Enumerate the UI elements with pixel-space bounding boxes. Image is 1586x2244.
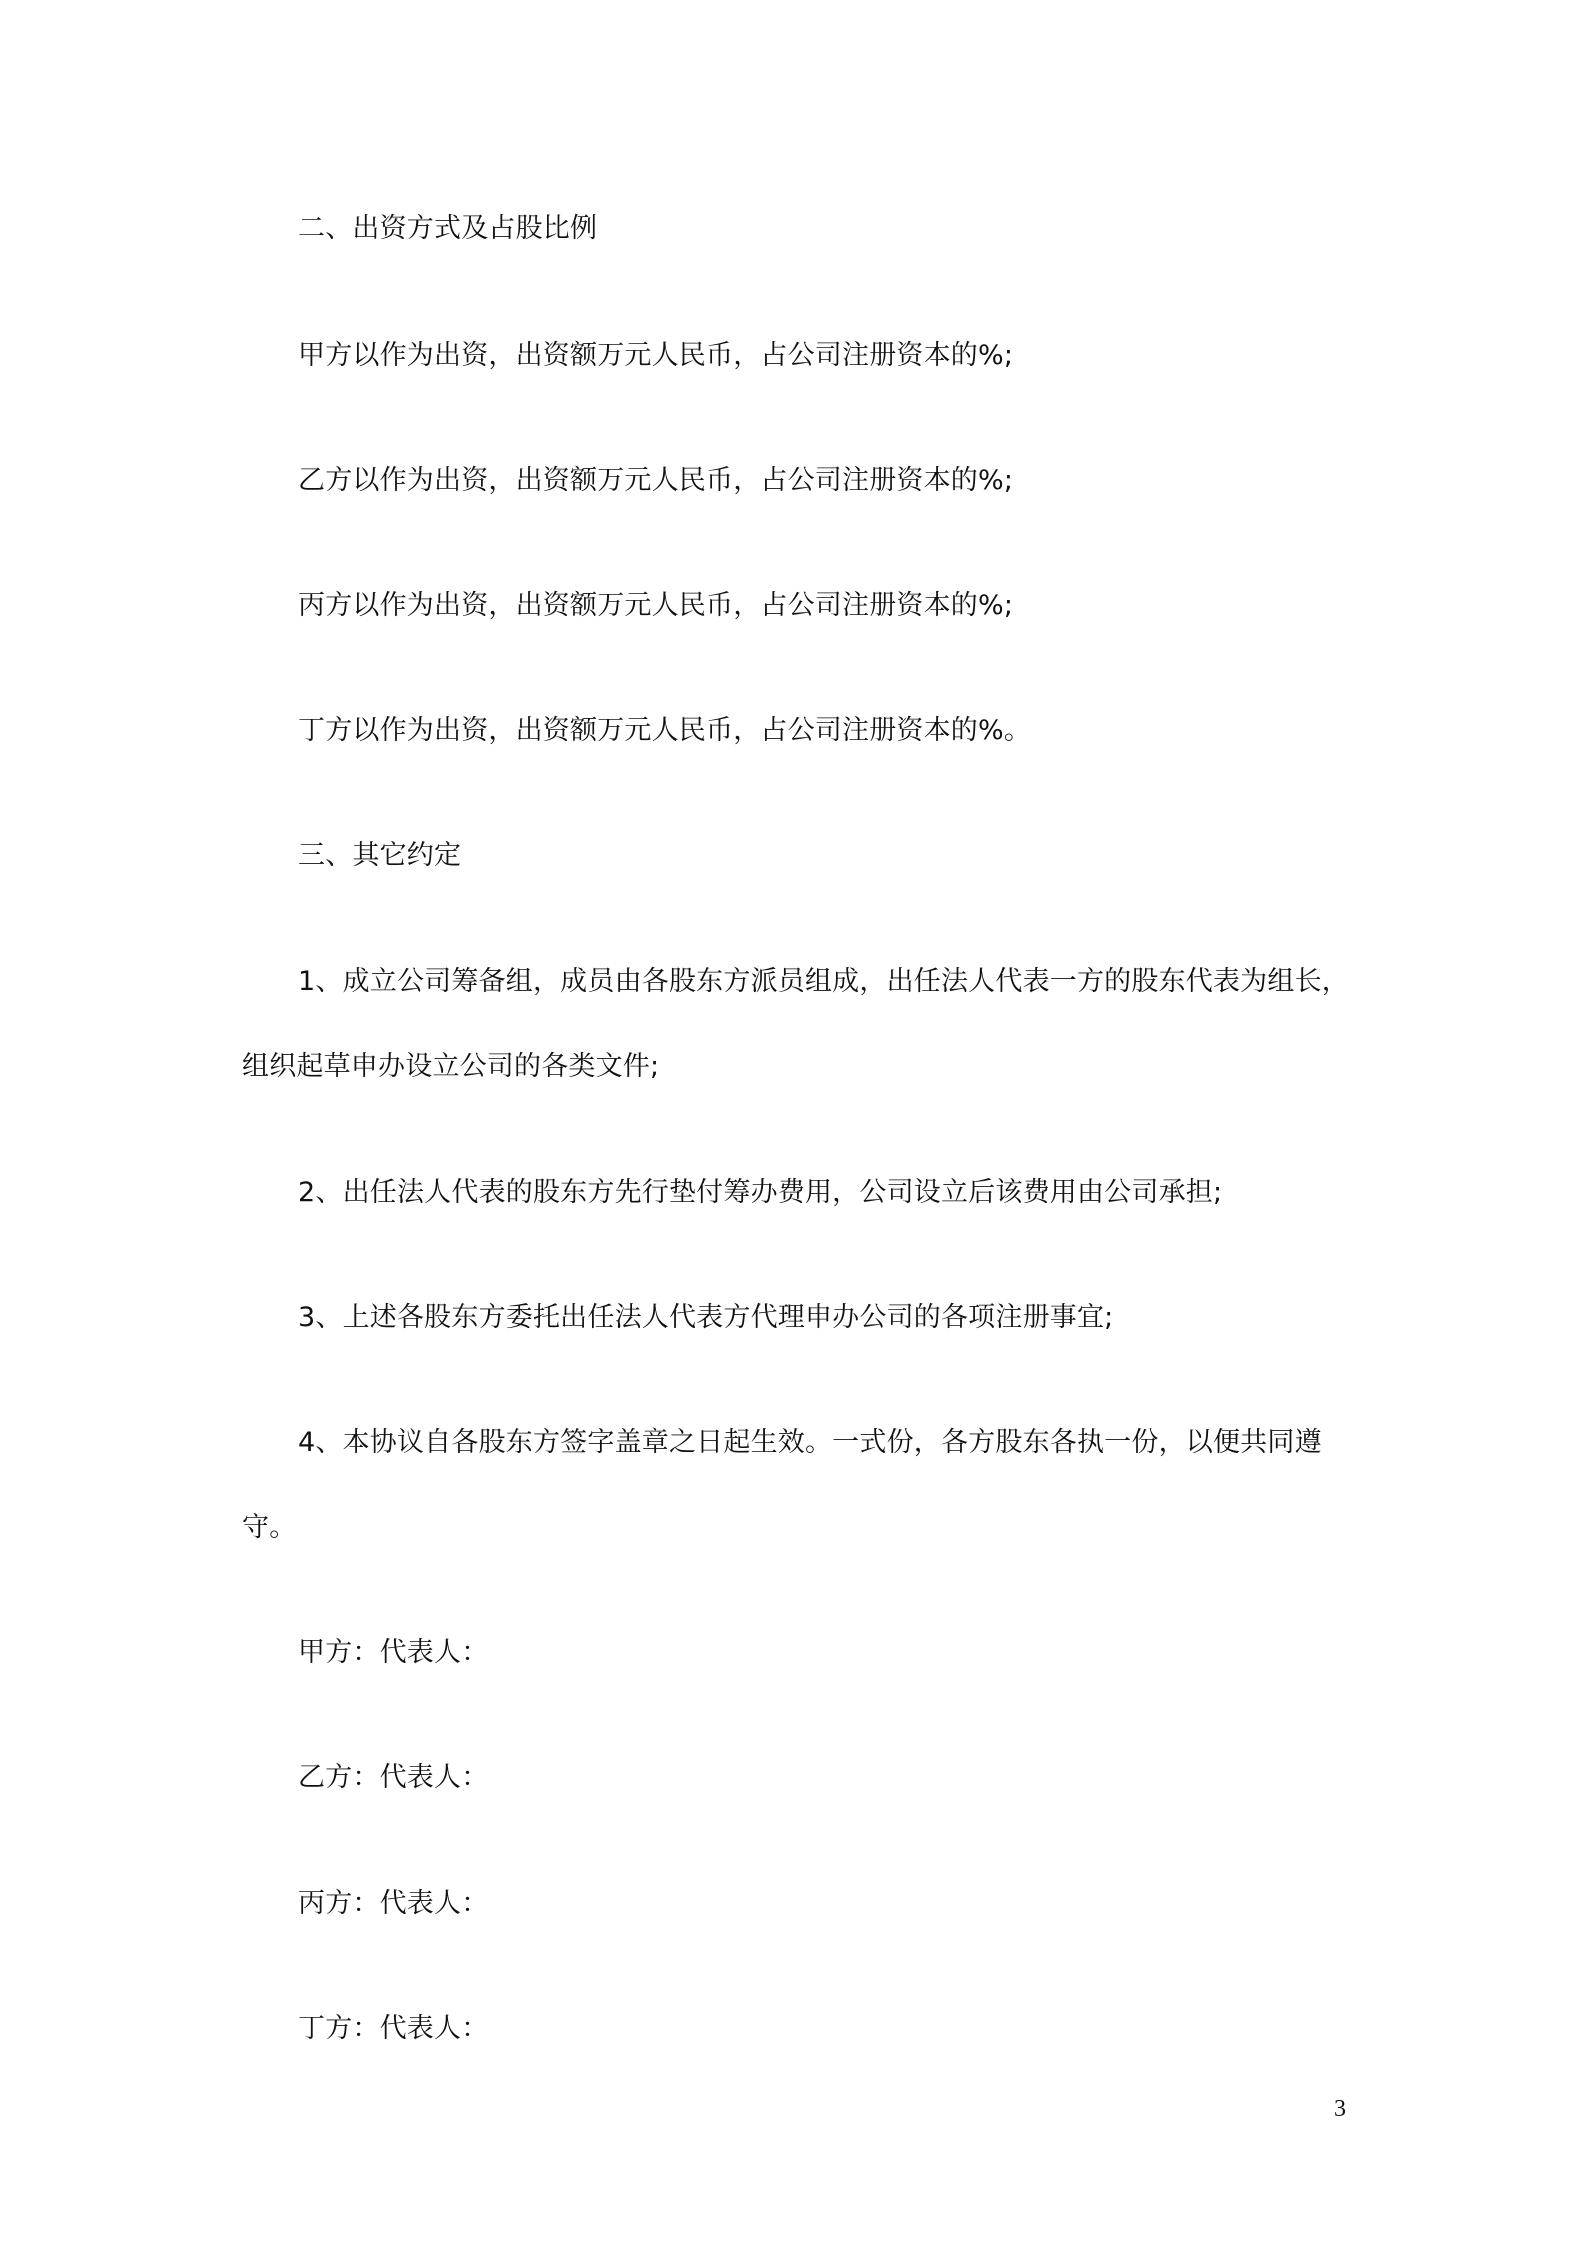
page-number: 3 <box>1334 2096 1346 2122</box>
agreement-item-2: 2、出任法人代表的股东方先行垫付筹办费用，公司设立后该费用由公司承担; <box>298 1177 1223 1208</box>
party-d-contribution: 丁方以作为出资，出资额万元人民币，占公司注册资本的%。 <box>298 715 1032 746</box>
agreement-item-3: 3、上述各股东方委托出任法人代表方代理申办公司的各项注册事宜; <box>298 1302 1114 1333</box>
section-3-heading: 三、其它约定 <box>298 840 462 871</box>
party-b-contribution: 乙方以作为出资，出资额万元人民币，占公司注册资本的%; <box>298 465 1014 496</box>
agreement-item-4-line-1: 4、本协议自各股东方签字盖章之日起生效。一式份，各方股东各执一份，以便共同遵 <box>298 1427 1322 1458</box>
signature-party-b: 乙方：代表人： <box>298 1762 489 1793</box>
signature-party-d: 丁方：代表人： <box>298 2013 489 2044</box>
section-2-heading: 二、出资方式及占股比例 <box>298 213 598 244</box>
signature-party-c: 丙方：代表人： <box>298 1888 489 1919</box>
party-c-contribution: 丙方以作为出资，出资额万元人民币，占公司注册资本的%; <box>298 590 1014 621</box>
agreement-item-4-line-2: 守。 <box>242 1512 297 1543</box>
agreement-item-1-line-2: 组织起草申办设立公司的各类文件; <box>242 1051 660 1082</box>
agreement-item-1-line-1: 1、成立公司筹备组，成员由各股东方派员组成，出任法人代表一方的股东代表为组长， <box>298 966 1349 997</box>
party-a-contribution: 甲方以作为出资，出资额万元人民币，占公司注册资本的%; <box>298 340 1014 371</box>
signature-party-a: 甲方：代表人： <box>298 1637 489 1668</box>
